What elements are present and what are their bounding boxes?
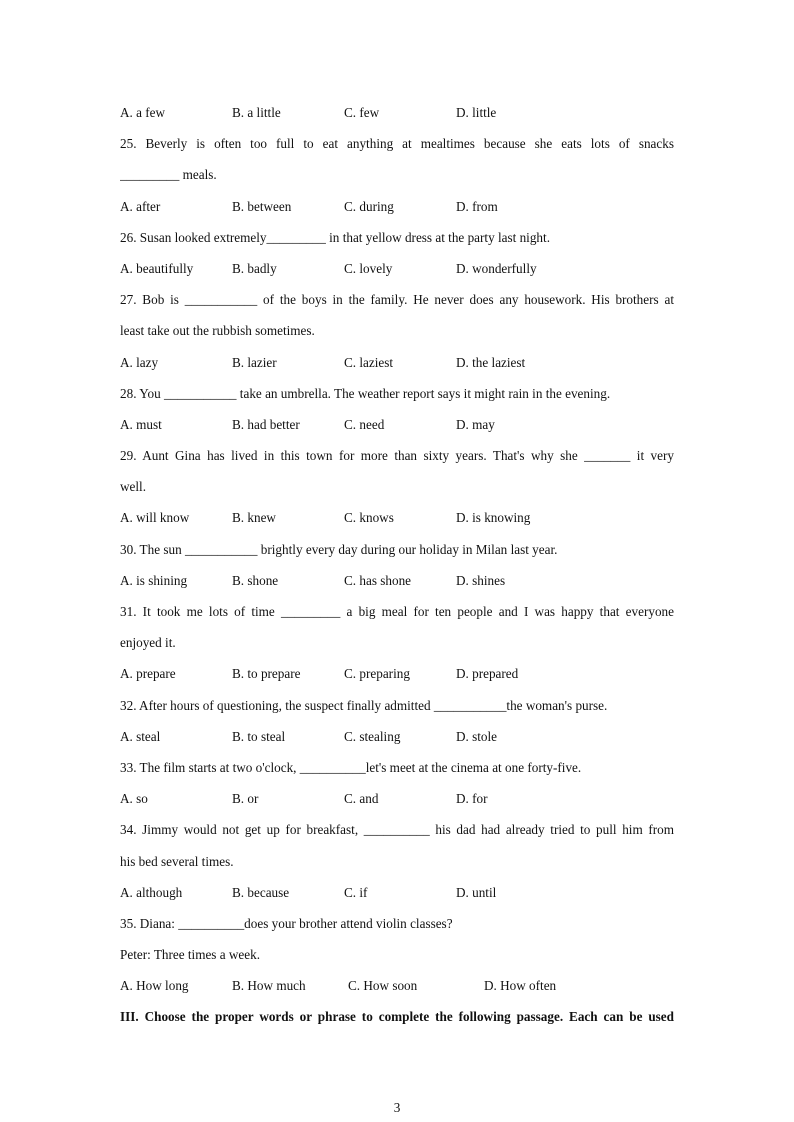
option-a: A. after — [120, 198, 161, 214]
question-32-line-1: 32. After hours of questioning, the suspect finally admitted ___________the woman's purse. — [120, 697, 608, 713]
options-row-26 — [120, 253, 674, 284]
question-25-line-1: 25. Beverly is often too full to eat anything at mealtimes because she eats lots of snacks — [120, 136, 674, 152]
option-b: B. had better — [232, 416, 300, 432]
option-c: C. How soon — [348, 978, 418, 994]
option-b: B. lazier — [232, 354, 277, 370]
option-b: B. shone — [232, 572, 279, 588]
options-row-33 — [120, 783, 674, 814]
question-27-line-2: least take out the rubbish sometimes. — [120, 323, 315, 339]
question-33-line-1: 33. The film starts at two o'clock, __________let's meet at the cinema at one forty-five. — [120, 759, 582, 775]
option-c: C. need — [344, 416, 385, 432]
option-b: B. How much — [232, 978, 306, 994]
option-c: C. stealing — [344, 728, 401, 744]
options-row-30 — [120, 565, 674, 596]
question-25-line-2: _________ meals. — [120, 167, 217, 183]
option-d: D. for — [456, 791, 488, 807]
options-row-35 — [120, 970, 674, 1001]
question-31-line-1: 31. It took me lots of time _________ a big meal for ten people and I was happy that everyone — [120, 604, 674, 619]
option-c: C. and — [344, 791, 379, 807]
option-d: D. wonderfully — [456, 260, 537, 276]
options-row-27 — [120, 347, 674, 378]
option-c: C. laziest — [344, 354, 394, 370]
option-d: D. prepared — [456, 666, 519, 682]
options-row-29 — [120, 502, 674, 533]
option-a: A. steal — [120, 728, 161, 744]
question-35-line-2: Peter: Three times a week. — [120, 947, 261, 963]
question-27-line-1: 27. Bob is ___________ of the boys in the family. He never does any housework. His brothers at — [120, 292, 674, 308]
option-a: A. is shining — [120, 572, 188, 588]
option-a: A. a few — [120, 105, 166, 120]
option-b: B. knew — [232, 510, 276, 526]
option-a: A. How long — [120, 978, 189, 994]
section-heading: III. Choose the proper words or phrase to complete the following passage. Each can be used — [120, 1009, 674, 1025]
option-b: B. a little — [232, 105, 281, 120]
page-content — [120, 97, 674, 1033]
option-a: A. prepare — [120, 666, 176, 682]
option-b: B. because — [232, 884, 290, 900]
question-31-line-2: enjoyed it. — [120, 635, 176, 651]
option-d: D. is knowing — [456, 510, 531, 526]
options-row-32 — [120, 721, 674, 752]
question-34-line-1: 34. Jimmy would not get up for breakfast, __________ his dad had already tried to pull him from — [120, 822, 674, 838]
options-row-31 — [120, 658, 674, 689]
option-c: C. during — [344, 198, 394, 214]
option-d: D. shines — [456, 572, 506, 588]
option-a: A. must — [120, 416, 162, 432]
option-d: D. until — [456, 884, 497, 900]
question-35-line-1: 35. Diana: __________does your brother attend violin classes? — [120, 915, 453, 931]
option-b: B. between — [232, 198, 292, 214]
option-d: D. may — [456, 416, 495, 432]
question-28-line-1: 28. You ___________ take an umbrella. The weather report says it might rain in the evening. — [120, 385, 611, 401]
options-row-34 — [120, 877, 674, 908]
page-number: 3 — [393, 1100, 401, 1115]
option-a: A. lazy — [120, 354, 159, 370]
option-d: D. How often — [484, 978, 557, 994]
option-d: D. little — [456, 105, 497, 120]
option-a: A. although — [120, 884, 183, 900]
option-a: A. so — [120, 791, 148, 807]
question-30-line-1: 30. The sun ___________ brightly every day during our holiday in Milan last year. — [120, 541, 558, 557]
question-29-line-1: 29. Aunt Gina has lived in this town for more than sixty years. That's why she _______ it very — [120, 448, 674, 464]
option-b: B. to prepare — [232, 666, 301, 682]
option-d: D. from — [456, 198, 498, 214]
question-34-line-2: his bed several times. — [120, 853, 234, 869]
option-c: C. if — [344, 884, 368, 900]
options-row-25 — [120, 191, 674, 222]
option-c: C. has shone — [344, 572, 412, 588]
option-d: D. stole — [456, 728, 498, 744]
option-c: C. preparing — [344, 666, 410, 682]
question-29-line-2: well. — [120, 479, 147, 495]
options-row-24 — [120, 97, 674, 128]
option-c: C. few — [344, 105, 380, 120]
option-c: C. knows — [344, 510, 394, 526]
option-c: C. lovely — [344, 260, 393, 276]
option-b: B. or — [232, 791, 259, 807]
option-a: A. will know — [120, 510, 190, 526]
option-b: B. to steal — [232, 728, 286, 744]
question-26-line-1: 26. Susan looked extremely_________ in that yellow dress at the party last night. — [120, 229, 550, 245]
option-a: A. beautifully — [120, 260, 194, 276]
options-row-28 — [120, 409, 674, 440]
option-b: B. badly — [232, 260, 277, 276]
option-d: D. the laziest — [456, 354, 526, 370]
